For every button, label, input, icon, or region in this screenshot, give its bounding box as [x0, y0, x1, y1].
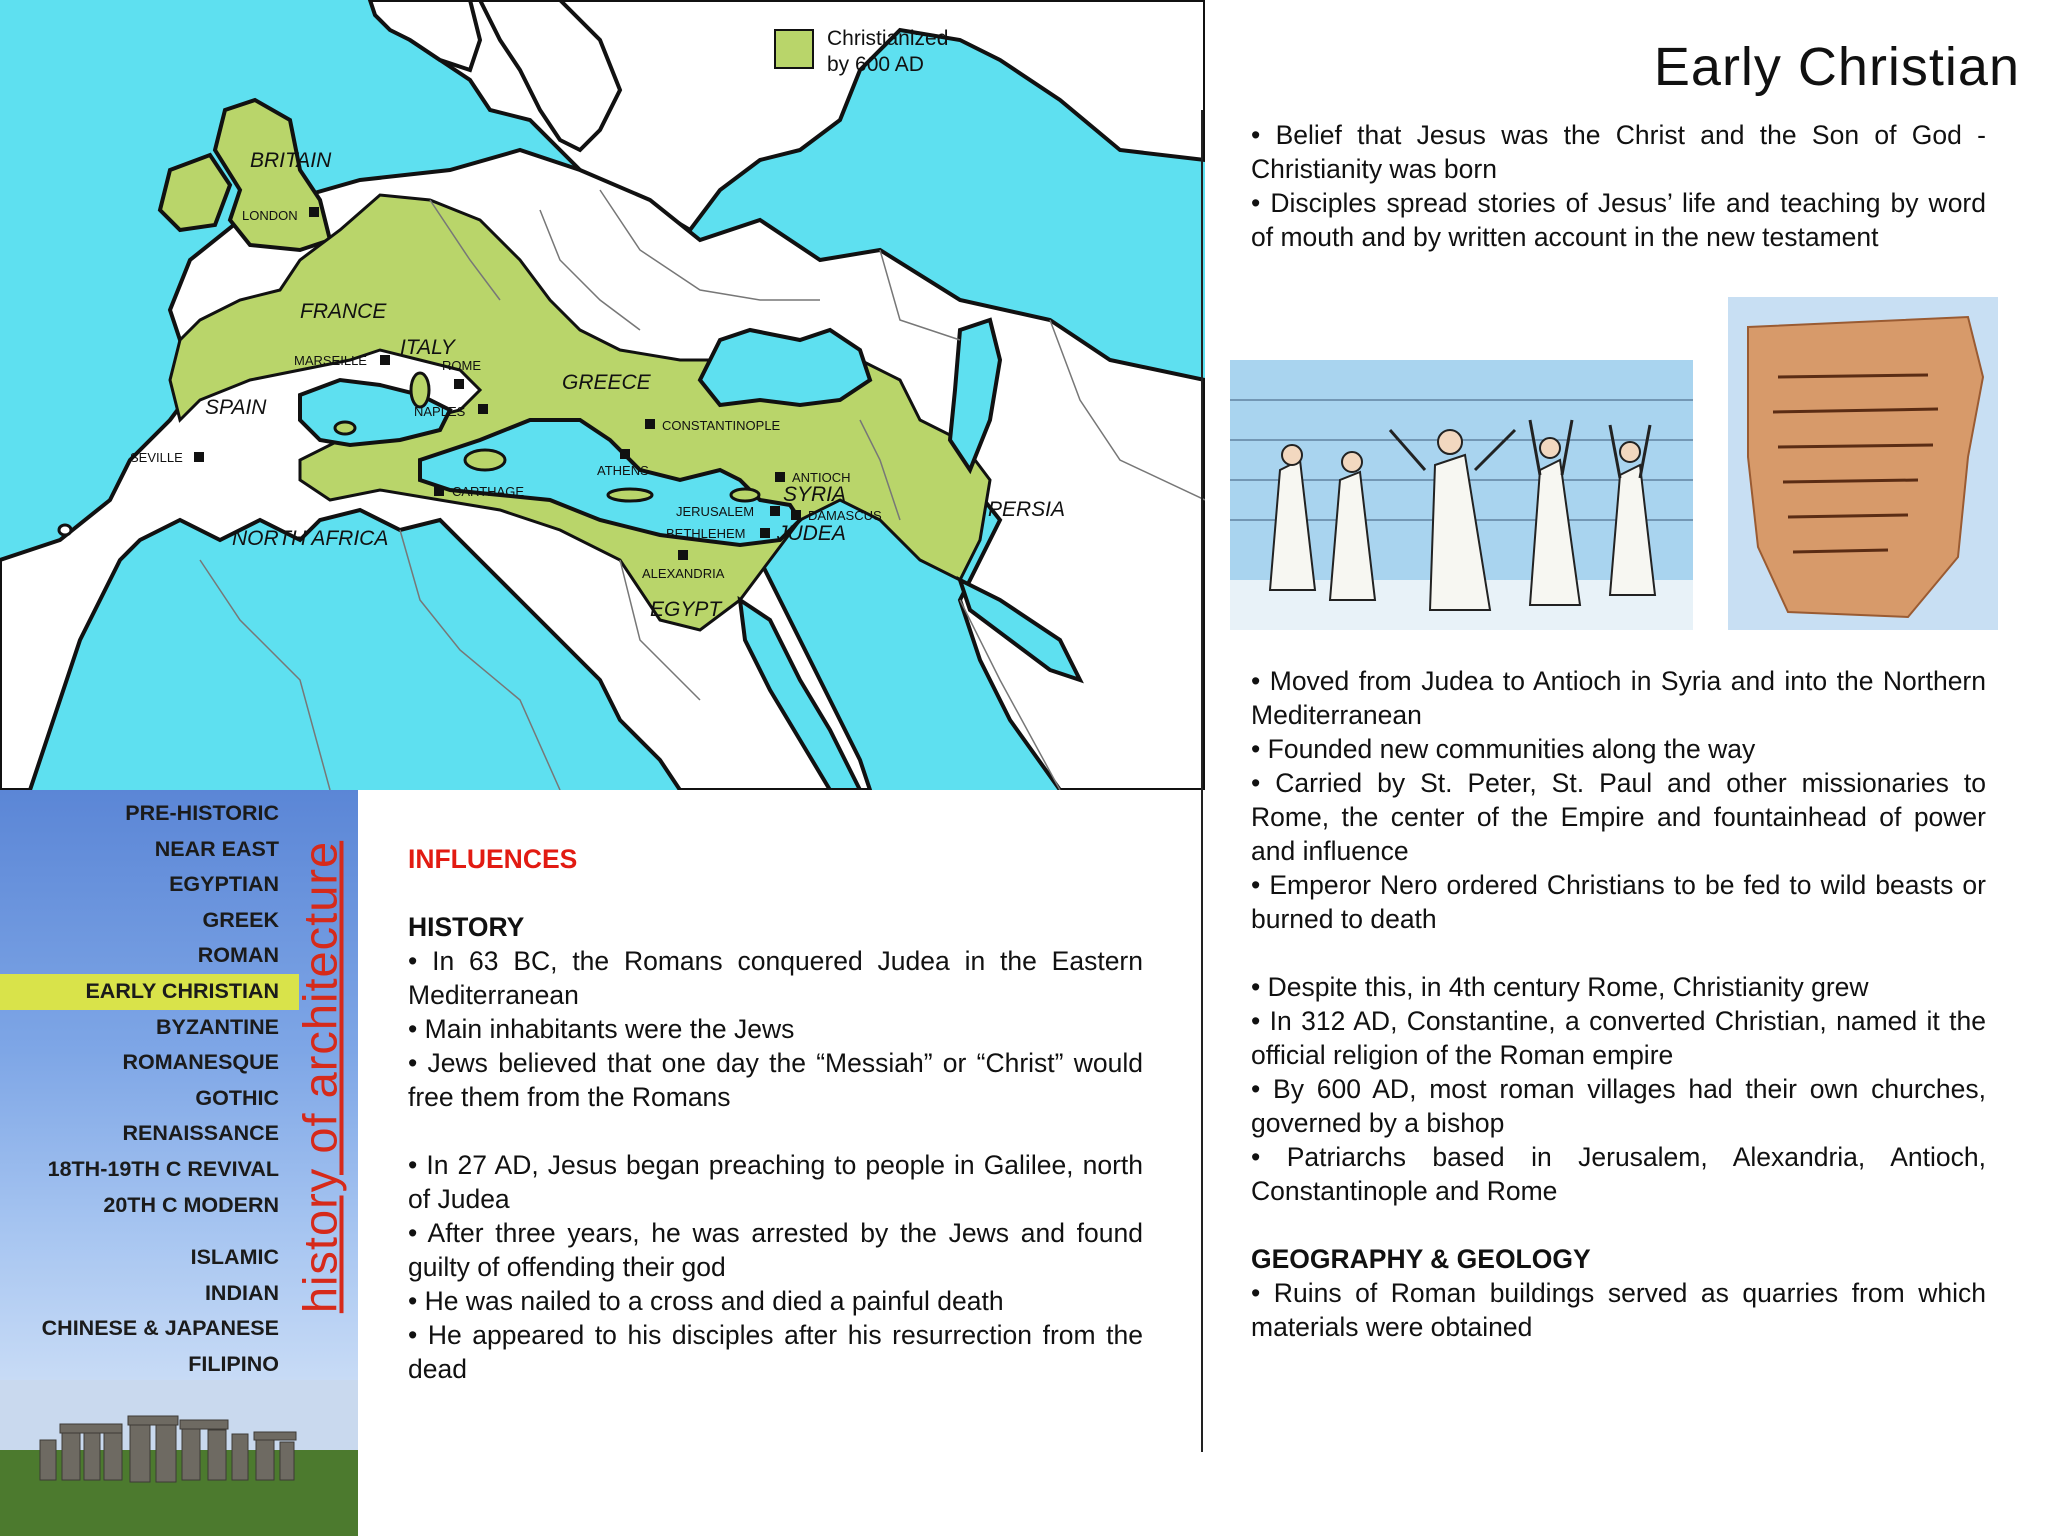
spread-column	[1251, 664, 1986, 1344]
cyprus	[731, 489, 759, 501]
growth-bullet: • By 600 AD, most roman villages had their own churches, governed by a bishop	[1251, 1074, 1986, 1138]
sidebar-item-filipino[interactable]: FILIPINO	[188, 1351, 279, 1376]
column-divider	[1201, 110, 1203, 1452]
legend-line-2: by 600 AD	[827, 53, 924, 76]
city-seville: SEVILLE	[130, 450, 183, 465]
papyrus-fragment-image	[1728, 297, 1998, 630]
sidebar-item-modern[interactable]: 20TH C MODERN	[103, 1192, 279, 1217]
canary	[59, 525, 71, 535]
history-bullet: • Jews believed that one day the “Messiah” or “Christ” would free them from the Romans	[408, 1048, 1143, 1112]
geography-bullet: • Ruins of Roman buildings served as quarries from which materials were obtained	[1251, 1278, 1986, 1342]
influences-heading: INFLUENCES	[408, 844, 578, 874]
growth-bullet: • In 312 AD, Constantine, a converted Christian, named it the official religion of the Roman empire	[1251, 1006, 1986, 1070]
region-spain: SPAIN	[205, 396, 267, 419]
map-svg	[0, 0, 1205, 790]
history-bullet: • In 27 AD, Jesus began preaching to people in Galilee, north of Judea	[408, 1150, 1143, 1214]
sidebar-item-greek[interactable]: GREEK	[202, 907, 279, 932]
city-antioch: ANTIOCH	[792, 470, 851, 485]
region-greece: GREECE	[562, 371, 651, 394]
city-naples: NAPLES	[414, 404, 466, 419]
region-france: FRANCE	[300, 300, 387, 323]
city-london: LONDON	[242, 208, 298, 223]
page-title: Early Christian	[1653, 37, 2020, 97]
sidebar	[0, 790, 358, 1536]
region-judea: JUDEA	[777, 522, 846, 545]
intro-bullet: • Belief that Jesus was the Christ and the Son of God - Christianity was born	[1251, 120, 1986, 184]
region-syria: SYRIA	[783, 483, 847, 506]
city-carthage: CARTHAGE	[452, 484, 524, 499]
intro-column	[1251, 118, 1986, 254]
sidebar-item-revival[interactable]: 18TH-19TH C REVIVAL	[47, 1156, 279, 1181]
legend-swatch	[775, 30, 813, 68]
sardinia	[411, 373, 429, 407]
region-britain: BRITAIN	[250, 149, 332, 172]
city-jerusalem: JERUSALEM	[676, 504, 755, 519]
worship-illustration	[1230, 360, 1693, 630]
spread-bullet: • Emperor Nero ordered Christians to be fed to wild beasts or burned to death	[1251, 870, 1986, 934]
nav-gap	[0, 1223, 283, 1240]
sicily	[465, 450, 505, 470]
influences-column	[408, 842, 1143, 1386]
intro-bullet: • Disciples spread stories of Jesus’ life and teaching by word of mouth and by written account in the new testament	[1251, 188, 1986, 252]
sidebar-item-romanesque[interactable]: ROMANESQUE	[122, 1050, 279, 1075]
geography-heading: GEOGRAPHY & GEOLOGY	[1251, 1244, 1591, 1274]
region-persia: PERSIA	[988, 498, 1066, 521]
sidebar-item-indian[interactable]: INDIAN	[204, 1280, 279, 1305]
history-bullet: • He appeared to his disciples after his resurrection from the dead	[408, 1320, 1143, 1384]
history-bullet: • He was nailed to a cross and died a painful death	[408, 1286, 1004, 1316]
crete	[608, 489, 652, 501]
history-heading: HISTORY	[408, 912, 525, 942]
spread-bullet: • Carried by St. Peter, St. Paul and other missionaries to Rome, the center of the Empire and fountainhead of power and influence	[1251, 768, 1986, 866]
region-egypt: EGYPT	[650, 598, 722, 621]
city-rome: ROME	[442, 358, 481, 373]
sidebar-item-roman[interactable]: ROMAN	[197, 943, 279, 968]
history-bullet: • Main inhabitants were the Jews	[408, 1014, 795, 1044]
vertical-title	[290, 782, 350, 1372]
region-italy: ITALY	[400, 336, 455, 359]
sidebar-item-early-christian[interactable]: EARLY CHRISTIAN	[0, 974, 299, 1010]
region-north-africa: NORTH AFRICA	[232, 527, 389, 550]
christianization-map	[0, 0, 1205, 790]
city-alexandria: ALEXANDRIA	[642, 566, 725, 581]
sidebar-item-near-east[interactable]: NEAR EAST	[154, 836, 279, 861]
history-bullet: • In 63 BC, the Romans conquered Judea in the Eastern Mediterranean	[408, 946, 1143, 1010]
balearic	[335, 422, 355, 434]
sidebar-item-pre-historic[interactable]: PRE-HISTORIC	[125, 801, 279, 825]
sidebar-item-egyptian[interactable]: EGYPTIAN	[169, 872, 279, 897]
spread-bullet: • Founded new communities along the way	[1251, 734, 1756, 764]
history-bullet: • After three years, he was arrested by the Jews and found guilty of offending their god	[408, 1218, 1143, 1282]
sidebar-nav	[0, 790, 283, 1383]
stonehenge-image	[0, 1380, 358, 1536]
city-athens: ATHENS	[597, 463, 649, 478]
sidebar-item-gothic[interactable]: GOTHIC	[195, 1085, 279, 1110]
spread-bullet: • Moved from Judea to Antioch in Syria and into the Northern Mediterranean	[1251, 666, 1986, 730]
black-sea	[700, 330, 870, 405]
city-damascus: DAMASCUS	[808, 508, 882, 523]
sidebar-item-chinese-japanese[interactable]: CHINESE & JAPANESE	[41, 1316, 279, 1341]
sidebar-item-islamic[interactable]: ISLAMIC	[190, 1245, 279, 1270]
vertical-title-text: history of architecture	[293, 840, 347, 1314]
growth-bullet: • Despite this, in 4th century Rome, Christianity grew	[1251, 972, 1869, 1002]
sidebar-item-byzantine[interactable]: BYZANTINE	[155, 1014, 279, 1039]
growth-bullet: • Patriarchs based in Jerusalem, Alexandria, Antioch, Constantinople and Rome	[1251, 1142, 1986, 1206]
city-bethlehem: BETHLEHEM	[666, 526, 746, 541]
city-marseille: MARSEILLE	[294, 353, 367, 368]
sidebar-item-renaissance[interactable]: RENAISSANCE	[122, 1121, 279, 1146]
city-constantinople: CONSTANTINOPLE	[662, 418, 781, 433]
legend-line-1: Christianized	[827, 27, 949, 50]
